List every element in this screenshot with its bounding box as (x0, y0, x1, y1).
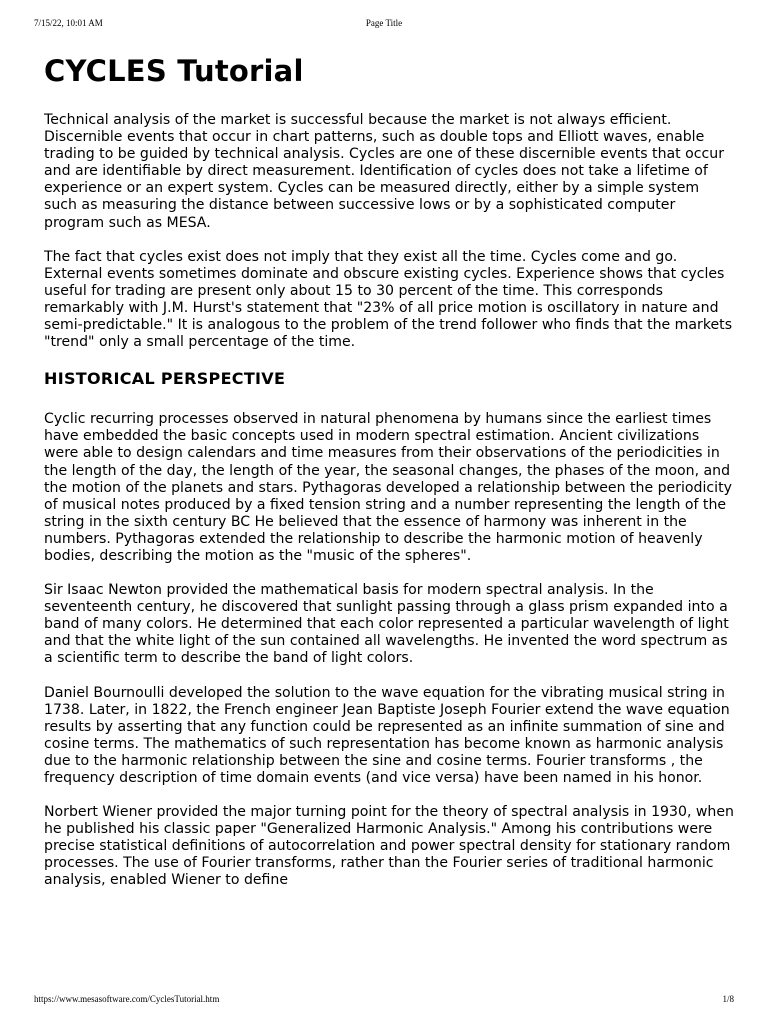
intro-paragraph-2: The fact that cycles exist does not imply that they exist all the time. Cycles come and go. External events sometimes dominate and obscure existing cycles. Experience shows that cycles useful for trading are present only about 15 to 30 percent of the time. This corresponds remarkably with J.M. Hurst's statement that "23% of all price motion is oscillatory in nature and semi-predictable." It is analogous to the problem of the trend follower who finds that the markets "trend" only a small percentage of the time. (44, 248, 733, 351)
section-paragraph-3: Daniel Bournoulli developed the solution to the wave equation for the vibrating musical string in 1738. Later, in 1822, the French engineer Jean Baptiste Joseph Fourier extend the wave equation results by asserting that any function could be represented as an infinite summation of sine and cosine terms. The mathematics of such representation has become known as harmonic analysis due to the harmonic relationship between the sine and cosine terms. Fourier transforms , the frequency description of time domain events (and vice versa) have been named in his honor. (44, 684, 730, 786)
section-paragraph-1: Cyclic recurring processes observed in natural phenomena by humans since the earliest times have embedded the basic concepts used in modern spectral estimation. Ancient civilizations were able to design calendars and time measures from their observations of the periodicities in the length of the day, the length of the year, the seasonal changes, the phases of the moon, and the motion of the planets and stars. Pythagoras developed a relationship between the periodicity of musical notes produced by a fixed tension string and a number representing the length of the string in the sixth century BC He believed that the essence of harmony was inherent in the numbers. Pythagoras extended the relationship to describe the harmonic motion of heavenly bodies, describing the motion as the "music of the spheres". (44, 411, 732, 564)
article (44, 52, 734, 907)
section-heading: HISTORICAL PERSPECTIVE (44, 369, 286, 389)
section-paragraph-2: Sir Isaac Newton provided the mathematical basis for modern spectral analysis. In the seventeenth century, he discovered that sunlight passing through a glass prism expanded into a band of many colors. He determined that each color represented a particular wavelength of light and that the white light of the sun contained all wavelengths. He invented the word spectrum as a scientific term to describe the band of light colors. (44, 582, 729, 667)
print-page-number: 1/8 (722, 994, 734, 1004)
intro-paragraph-1: Technical analysis of the market is successful because the market is not always efficient. Discernible events that occur in chart patterns, such as double tops and Elliott waves, enable trading to be guided by technical analysis. Cycles are one of these discernible events that occur and are identifiable by direct measurement. Identification of cycles does not take a lifetime of experience or an expert system. Cycles can be measured directly, either by a simple system such as measuring the distance between successive lows or by a sophisticated computer program such as MESA. (44, 112, 724, 231)
page-title: CYCLES Tutorial (44, 54, 304, 88)
print-header (0, 18, 768, 30)
print-footer (0, 994, 768, 1006)
print-datetime: 7/15/22, 10:01 AM (34, 18, 103, 28)
print-page-title: Page Title (365, 18, 403, 28)
section-paragraph-4: Norbert Wiener provided the major turning point for the theory of spectral analysis in 1930, when he published his classic paper "Generalized Harmonic Analysis." Among his contributions were precise statistical definitions of autocorrelation and power spectral density for stationary random processes. The use of Fourier transforms, rather than the Fourier series of traditional harmonic analysis, enabled Wiener to define (44, 804, 734, 889)
print-url: https://www.mesasoftware.com/CyclesTutorial.htm (34, 994, 220, 1004)
